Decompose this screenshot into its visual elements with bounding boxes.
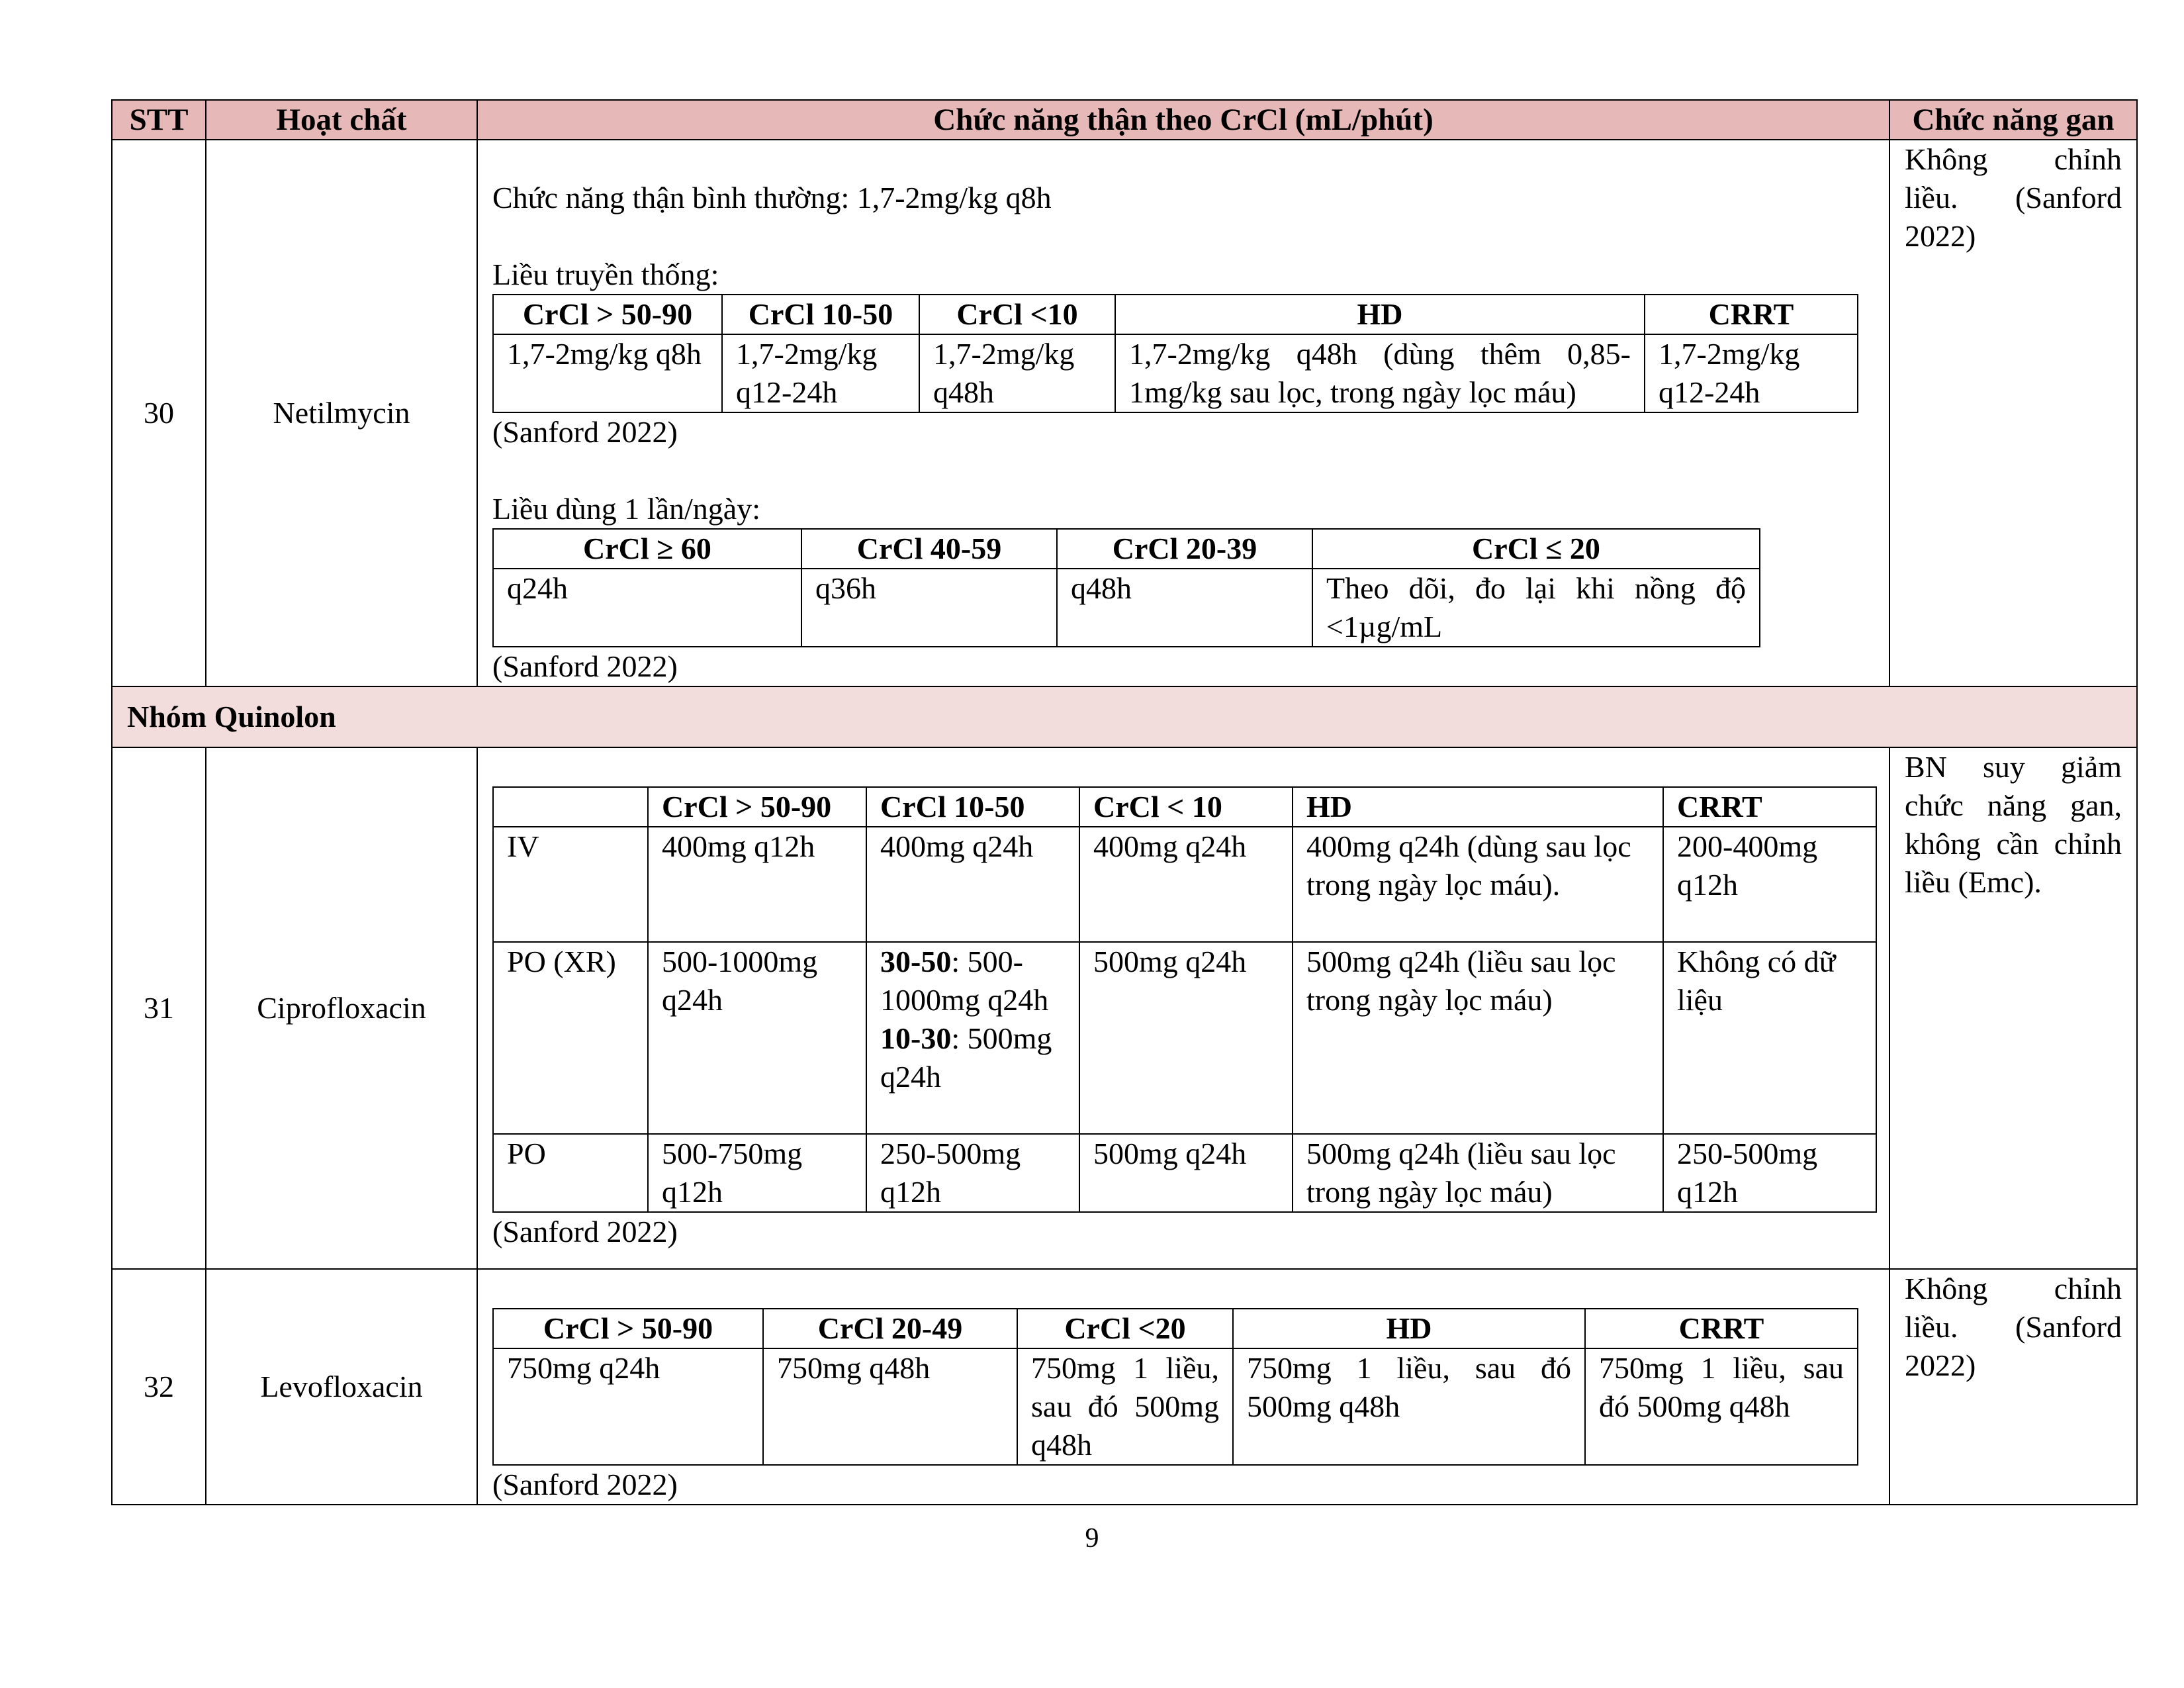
once-value-3: q48h	[1057, 569, 1312, 647]
levo-header-1: CrCl > 50-90	[493, 1309, 763, 1348]
renal-levofloxacin	[477, 1269, 1889, 1505]
stt-30: 30	[112, 140, 206, 686]
stt-32: 32	[112, 1269, 206, 1505]
trad-value-3: 1,7-2mg/kg q48h	[919, 334, 1115, 412]
dosage-table	[111, 99, 2138, 1505]
renal-ciprofloxacin	[477, 747, 1889, 1269]
once-value-2: q36h	[801, 569, 1057, 647]
source-text: (Sanford 2022)	[492, 415, 678, 449]
once-header-2: CrCl 40-59	[801, 529, 1057, 569]
trad-header-5: CRRT	[1645, 295, 1858, 334]
cipro-po-3: 500mg q24h	[1079, 1134, 1293, 1212]
cipro-po-5: 250-500mg q12h	[1663, 1134, 1876, 1212]
trad-value-1: 1,7-2mg/kg q8h	[493, 334, 722, 412]
name-netilmycin: Netilmycin	[206, 140, 477, 686]
traditional-dose-label: Liều truyền thống:	[492, 258, 719, 291]
cipro-poxr-1: 500-1000mg q24h	[648, 942, 866, 1134]
trad-header-4: HD	[1115, 295, 1645, 334]
cipro-header-3: CrCl < 10	[1079, 787, 1293, 827]
cipro-header-5: CRRT	[1663, 787, 1876, 827]
table-header-row	[112, 100, 2137, 140]
cipro-iv-3: 400mg q24h	[1079, 827, 1293, 942]
levo-header-3: CrCl <20	[1017, 1309, 1233, 1348]
renal-netilmycin	[477, 140, 1889, 686]
cipro-po-2: 250-500mg q12h	[866, 1134, 1079, 1212]
once-value-4: Theo dõi, đo lại khi nồng độ <1µg/mL	[1312, 569, 1760, 647]
once-header-4: CrCl ≤ 20	[1312, 529, 1760, 569]
levo-value-4: 750mg 1 liều, sau đó 500mg q48h	[1233, 1348, 1585, 1465]
cipro-poxr-4: 500mg q24h (liều sau lọc trong ngày lọc máu)	[1293, 942, 1663, 1134]
header-stt: STT	[112, 100, 206, 140]
once-header-3: CrCl 20-39	[1057, 529, 1312, 569]
cipro-header-4: HD	[1293, 787, 1663, 827]
table-row-30	[112, 140, 2137, 686]
header-renal-function: Chức năng thận theo CrCl (mL/phút)	[477, 100, 1889, 140]
cipro-poxr-dose-2: : 500mg q24h	[880, 1021, 1052, 1094]
page-number: 9	[1085, 1523, 1099, 1554]
cipro-poxr-range-2: 10-30	[880, 1021, 952, 1055]
trad-value-4: 1,7-2mg/kg q48h (dùng thêm 0,85-1mg/kg sau lọc, trong ngày lọc máu)	[1115, 334, 1645, 412]
once-daily-label: Liều dùng 1 lần/ngày:	[492, 492, 760, 526]
cipro-iv-1: 400mg q12h	[648, 827, 866, 942]
trad-header-3: CrCl <10	[919, 295, 1115, 334]
cipro-po-1: 500-750mg q12h	[648, 1134, 866, 1212]
traditional-dose-table	[492, 294, 1858, 413]
table-row-32	[112, 1269, 2137, 1505]
levo-header-2: CrCl 20-49	[763, 1309, 1017, 1348]
cipro-iv-route: IV	[493, 827, 648, 942]
cipro-poxr-5: Không có dữ liệu	[1663, 942, 1876, 1134]
stt-31: 31	[112, 747, 206, 1269]
cipro-iv-2: 400mg q24h	[866, 827, 1079, 942]
source-text: (Sanford 2022)	[492, 1468, 678, 1501]
header-active-ingredient: Hoạt chất	[206, 100, 477, 140]
cipro-po-route: PO	[493, 1134, 648, 1212]
liver-netilmycin: Không chỉnh liều. (Sanford 2022)	[1889, 140, 2137, 686]
cipro-po-4: 500mg q24h (liều sau lọc trong ngày lọc máu)	[1293, 1134, 1663, 1212]
levofloxacin-dose-table	[492, 1308, 1858, 1466]
cipro-poxr-2	[866, 942, 1079, 1134]
group-row-quinolon	[112, 686, 2137, 747]
source-text: (Sanford 2022)	[492, 649, 678, 683]
cipro-iv-5: 200-400mg q12h	[1663, 827, 1876, 942]
levo-header-4: HD	[1233, 1309, 1585, 1348]
cipro-poxr-dose-1: : 500-1000mg q24h	[880, 945, 1049, 1017]
cipro-header-route	[493, 787, 648, 827]
trad-header-2: CrCl 10-50	[722, 295, 919, 334]
cipro-poxr-3: 500mg q24h	[1079, 942, 1293, 1134]
table-row-31	[112, 747, 2137, 1269]
cipro-poxr-route: PO (XR)	[493, 942, 648, 1134]
trad-value-2: 1,7-2mg/kg q12-24h	[722, 334, 919, 412]
name-levofloxacin: Levofloxacin	[206, 1269, 477, 1505]
trad-value-5: 1,7-2mg/kg q12-24h	[1645, 334, 1858, 412]
levo-value-1: 750mg q24h	[493, 1348, 763, 1465]
ciprofloxacin-dose-table	[492, 786, 1877, 1213]
levo-value-3: 750mg 1 liều, sau đó 500mg q48h	[1017, 1348, 1233, 1465]
normal-dose-text: Chức năng thận bình thường: 1,7-2mg/kg q8h	[492, 181, 1052, 214]
levo-header-5: CRRT	[1585, 1309, 1858, 1348]
cipro-iv-4: 400mg q24h (dùng sau lọc trong ngày lọc máu).	[1293, 827, 1663, 942]
source-text: (Sanford 2022)	[492, 1215, 678, 1248]
trad-header-1: CrCl > 50-90	[493, 295, 722, 334]
once-value-1: q24h	[493, 569, 801, 647]
levo-value-2: 750mg q48h	[763, 1348, 1017, 1465]
once-daily-table	[492, 528, 1760, 647]
cipro-header-2: CrCl 10-50	[866, 787, 1079, 827]
liver-levofloxacin: Không chỉnh liều. (Sanford 2022)	[1889, 1269, 2137, 1505]
header-liver-function: Chức năng gan	[1889, 100, 2137, 140]
levo-value-5: 750mg 1 liều, sau đó 500mg q48h	[1585, 1348, 1858, 1465]
name-ciprofloxacin: Ciprofloxacin	[206, 747, 477, 1269]
group-title: Nhóm Quinolon	[112, 686, 2137, 747]
cipro-poxr-range-1: 30-50	[880, 945, 952, 978]
liver-ciprofloxacin: BN suy giảm chức năng gan, không cần chỉnh liều (Emc).	[1889, 747, 2137, 1269]
cipro-header-1: CrCl > 50-90	[648, 787, 866, 827]
once-header-1: CrCl ≥ 60	[493, 529, 801, 569]
